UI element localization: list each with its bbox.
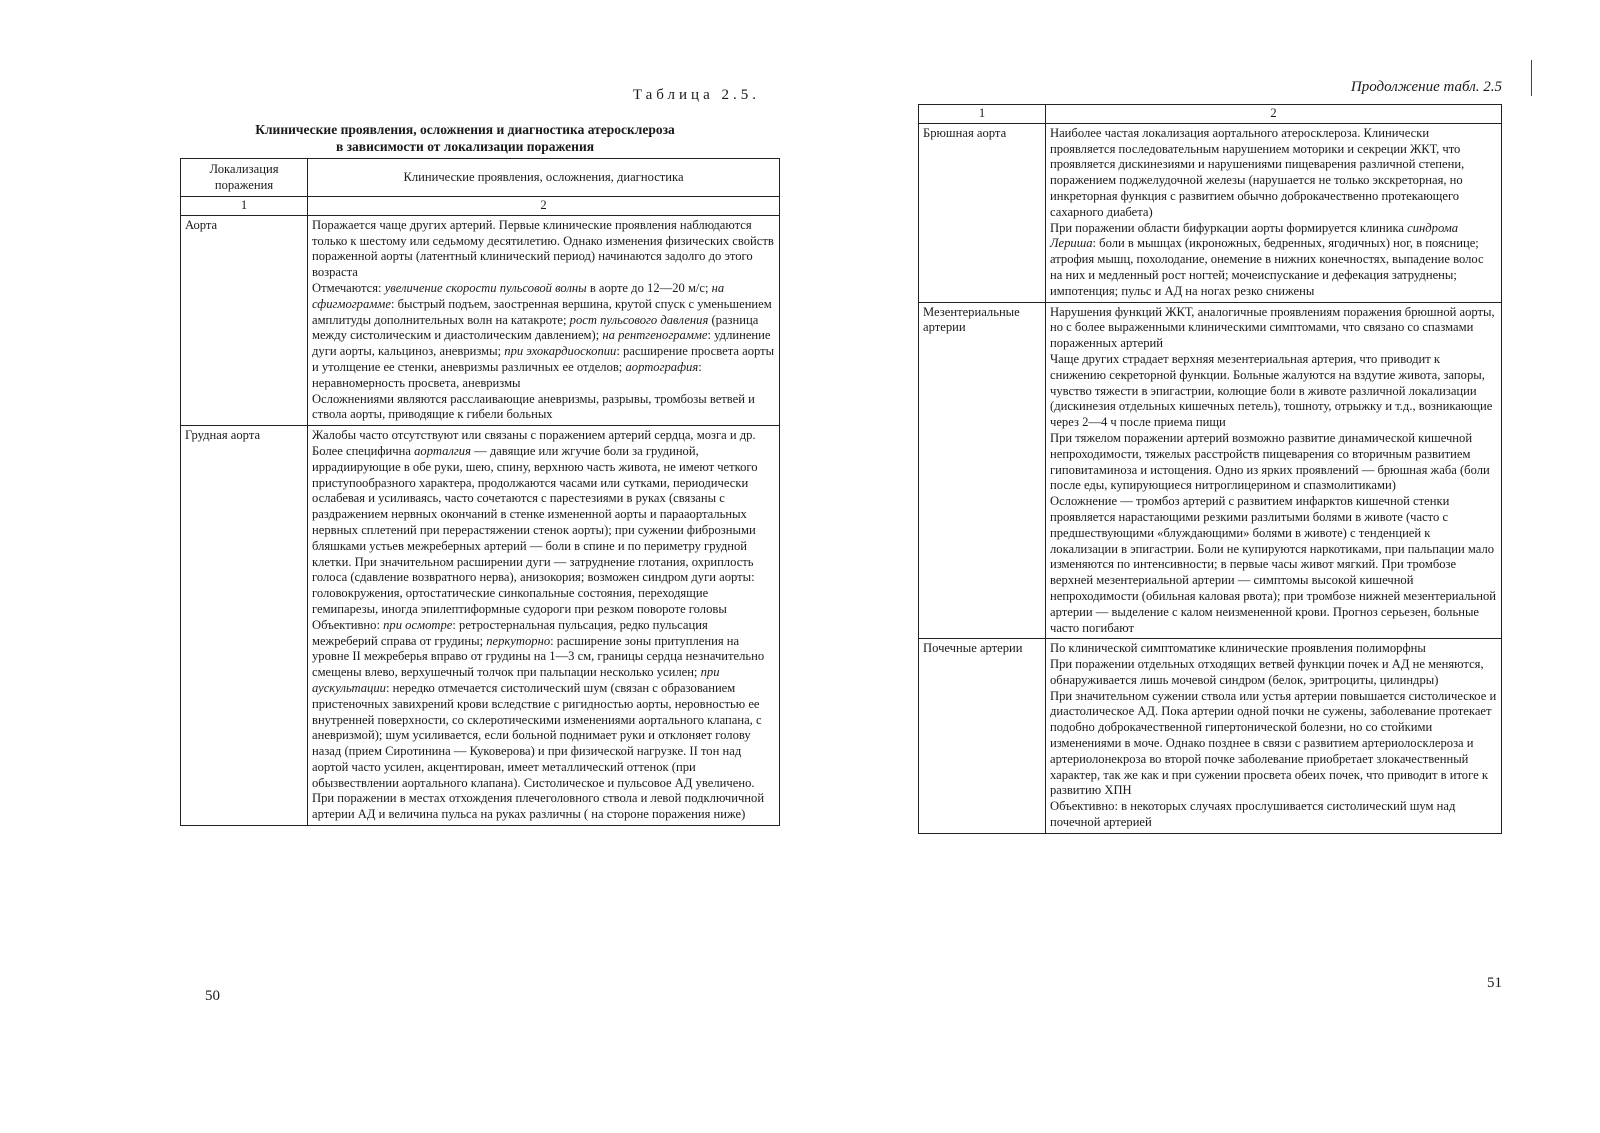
left-page	[180, 80, 780, 1020]
row-location: Аорта	[181, 215, 308, 425]
table-row	[181, 426, 780, 826]
right-page	[918, 75, 1502, 1015]
column-number-1: 1	[181, 197, 308, 216]
row-location: Грудная аорта	[181, 426, 308, 826]
row-description: Поражается чаще других артерий. Первые клинические проявления наблюдаются только к шестому или седьмому десятилетию. Однако изменения физических свойств пораженной аорты (латентный клинический период) начинаются задолго до этого возраста Отмечаются: увеличение скорости пульсовой волны в аорте до 12—20 м/с; на сфигмограмме: быстрый подъем, заостренная вершина, крутой спуск с уменьшением амплитуды дополнительных волн на катакроте; рост пульсового давления (разница между систолическим и диастолическим давлением); на рентгенограмме: удлинение дуги аорты, кальциноз, аневризмы; при эхокардиоскопии: расширение просвета аорты и утолщение ее стенки, аневризмы различных ее отделов; аортография: неравномерность просвета, аневризмы Осложнениями являются расслаивающие аневризмы, разрывы, тромбозы ветвей и ствола аорты, приводящие к гибели больных	[308, 215, 780, 425]
column-number-2: 2	[1046, 105, 1502, 124]
table-row	[919, 302, 1502, 639]
clinical-table-right	[918, 104, 1502, 834]
header-location: Локализация поражения	[181, 159, 308, 197]
table-title	[210, 121, 720, 155]
page-number: 50	[205, 988, 220, 1004]
clinical-table-left	[180, 158, 780, 826]
column-number-1: 1	[919, 105, 1046, 124]
row-description: Нарушения функций ЖКТ, аналогичные проявлениям поражения брюшной аорты, но с более выраженными клиническими симптомами, что связано со спазмами пораженных артерий Чаще других страдает верхняя мезентериальная артерия, что приводит к снижению секреторной функции. Больные жалуются на вздутие живота, запоры, чувство тяжести в эпигастрии, колющие боли в животе различной локализации (дискинезия отдельных кишечных петель), тошноту, отрыжку и т.д., возникающие через 2—4 ч после приема пищи При тяжелом поражении артерий возможно развитие динамической кишечной непроходимости, тяжелых расстройств пищеварения со вторичным развитием гиповитаминоза и истощения. Одно из ярких проявлений — брюшная жаба (боли после еды, купирующиеся нитроглицерином и спазмолитиками) Осложнение — тромбоз артерий с развитием инфарктов кишечной стенки проявляется нарастающими резкими разлитыми болями в животе (часто с предшествующими «блуждающими» болями в животе) с тенденцией к локализации в эпигастрии. Боли не купируются наркотиками, при пальпации мало изменяются по интенсивности; в первые часы живот мягкий. При тромбозе верхней мезентериальной артерии — симптомы высокой кишечной непроходимости (обильная каловая рвота); при тромбозе нижней мезентериальной артерии — выделение с калом неизмененной крови. Прогноз серьезен, больные часто погибают	[1046, 302, 1502, 639]
column-number-2: 2	[308, 197, 780, 216]
continuation-label: Продолжение табл. 2.5	[1350, 79, 1502, 95]
page-number: 51	[1487, 975, 1502, 991]
row-description: Наиболее частая локализация аортального атеросклероза. Клинически проявляется последовательным нарушением моторики и секреции ЖКТ, что проявляется дискинезиями и нарушениями пищеварения различной степени, поражением поджелудочной железы (нарушается не только экскреторная, но инкреторная функция с развитием обычно доброкачественно протекающего сахарного диабета) При поражении области бифуркации аорты формируется клиника синдрома Лериша: боли в мышцах (икроножных, бедренных, ягодичных) ног, в пояснице; атрофия мышц, похолодание, онемение в нижних конечностях, выпадение волос на них и медленный рост ногтей; мочеиспускание и дефекация затруднены; импотенция; пульс и АД на ногах резко снижены	[1046, 123, 1502, 302]
table-row	[919, 123, 1502, 302]
row-description: Жалобы часто отсутствуют или связаны с поражением артерий сердца, мозга и др. Более специфична аорталгия — давящие или жгучие боли за грудиной, иррадиирующие в обе руки, шею, спину, верхнюю часть живота, не имеют четкого приступообразного характера, продолжаются часами или сутками, периодически ослабевая и усиливаясь, часто сочетаются с парестезиями в руках (связаны с раздражением нервных окончаний в стенке измененной аорты и парааортальных нервных сплетений при перерастяжении стенок аорты); при сужении фиброзными бляшками устьев межреберных артерий — боли в спине и по периметру грудной клетки. При значительном расширении дуги — затруднение глотания, охриплость голоса (сдавление возвратного нерва), анизокория; возможен синдром дуги аорты: головокружения, ортостатические синкопальные состояния, переходящие гемипарезы, иногда эпилептиформные судороги при резком повороте головы Объективно: при осмотре: ретростернальная пульсация, редко пульсация межреберий справа от грудины; перкуторно: расширение зоны притупления на уровне II межреберья вправо от грудины на 1—3 см, границы сердца незначительно смещены влево, верхушечный толчок при пальпации несколько усилен; при аускультации: нередко отмечается систолический шум (связан с образованием пристеночных завихрений крови вследствие с ригидностью аорты, неровностью ее внутренней поверхности, со склеротическими изменениями аортального клапана, с аневризмой); шум усиливается, если больной поднимает руки и отклоняет голову назад (прием Сиротинина — Куковерова) и при физической нагрузке. II тон над аортой часто усилен, акцентирован, имеет металлический оттенок (при обызвествлении аортального клапана). Систолическое и пульсовое АД увеличено. При поражении в местах отхождения плечеголовного ствола и левой подключичной артерии АД и величина пульса на руках различны ( на стороне поражения ниже)	[308, 426, 780, 826]
row-description: По клинической симптоматике клинические проявления полиморфны При поражении отдельных отходящих ветвей функции почек и АД не меняются, обнаруживается лишь мочевой синдром (белок, эритроциты, цилиндры) При значительном сужении ствола или устья артерии повышается систолическое и диастолическое АД. Пока артерии одной почки не сужены, заболевание протекает подобно доброкачественной гипертонической болезни, но со стойкими изменениями в моче. Однако позднее в связи с развитием артериолосклероза и артериолонекроза во второй почке заболевание приобретает злокачественный характер, так же как и при сужении просвета обеих почек, что приводит в итоге к развитию ХПН Объективно: в некоторых случаях прослушивается систолический шум над почечной артерией	[1046, 639, 1502, 834]
row-location: Почечные артерии	[919, 639, 1046, 834]
table-title-line-2: в зависимости от локализации поражения	[335, 139, 595, 154]
header-manifestations: Клинические проявления, осложнения, диагностика	[308, 159, 780, 197]
row-location: Мезентериальные артерии	[919, 302, 1046, 639]
table-title-line-1: Клинические проявления, осложнения и диагностика атеросклероза	[255, 122, 675, 137]
scan-edge-mark	[1531, 60, 1532, 96]
table-label: Таблица 2.5.	[632, 87, 760, 103]
table-row	[919, 639, 1502, 834]
row-location: Брюшная аорта	[919, 123, 1046, 302]
table-row	[181, 215, 780, 425]
